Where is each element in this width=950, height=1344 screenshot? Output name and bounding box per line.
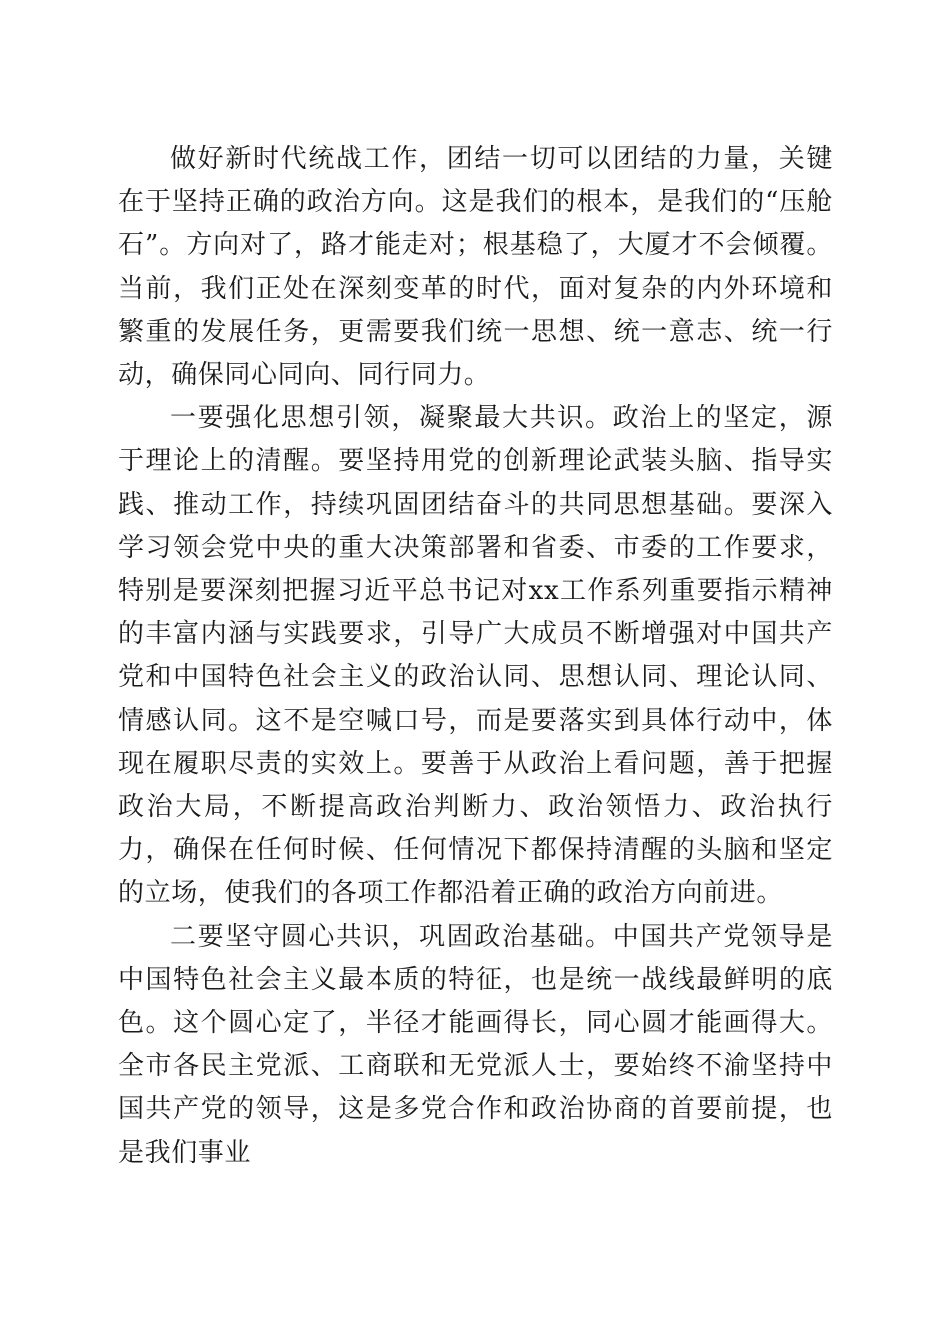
paragraph-point-one: 一要强化思想引领，凝聚最大共识。政治上的坚定，源于理论上的清醒。要坚持用党的创新理论武装头脑、指导实践、推动工作，持续巩固团结奋斗的共同思想基础。要深入学习领会党中央的重大决策部署和省委、市委的工作要求，特别是要深刻把握习近平总书记对xx工作系列重要指示精神的丰富内涵与实践要求，引导广大成员不断增强对中国共产党和中国特色社会主义的政治认同、思想认同、理论认同、情感认同。这不是空喊口号，而是要落实到具体行动中，体现在履职尽责的实效上。要善于从政治上看问题，善于把握政治大局，不断提高政治判断力、政治领悟力、政治执行力，确保在任何时候、任何情况下都保持清醒的头脑和坚定的立场，使我们的各项工作都沿着正确的政治方向前进。 [118, 403, 833, 909]
paragraph-point-two: 二要坚守圆心共识，巩固政治基础。中国共产党领导是中国特色社会主义最本质的特征，也是统一战线最鲜明的底色。这个圆心定了，半径才能画得长，同心圆才能画得大。全市各民主党派、工商联和无党派人士，要始终不渝坚持中国共产党的领导，这是多党合作和政治协商的首要前提，也是我们事业 [118, 921, 833, 1168]
document-body [118, 138, 833, 1175]
paragraph-intro: 做好新时代统战工作，团结一切可以团结的力量，关键在于坚持正确的政治方向。这是我们的根本，是我们的“压舱石”。方向对了，路才能走对；根基稳了，大厦才不会倾覆。当前，我们正处在深刻变革的时代，面对复杂的内外环境和繁重的发展任务，更需要我们统一思想、统一意志、统一行动，确保同心同向、同行同力。 [118, 144, 833, 391]
